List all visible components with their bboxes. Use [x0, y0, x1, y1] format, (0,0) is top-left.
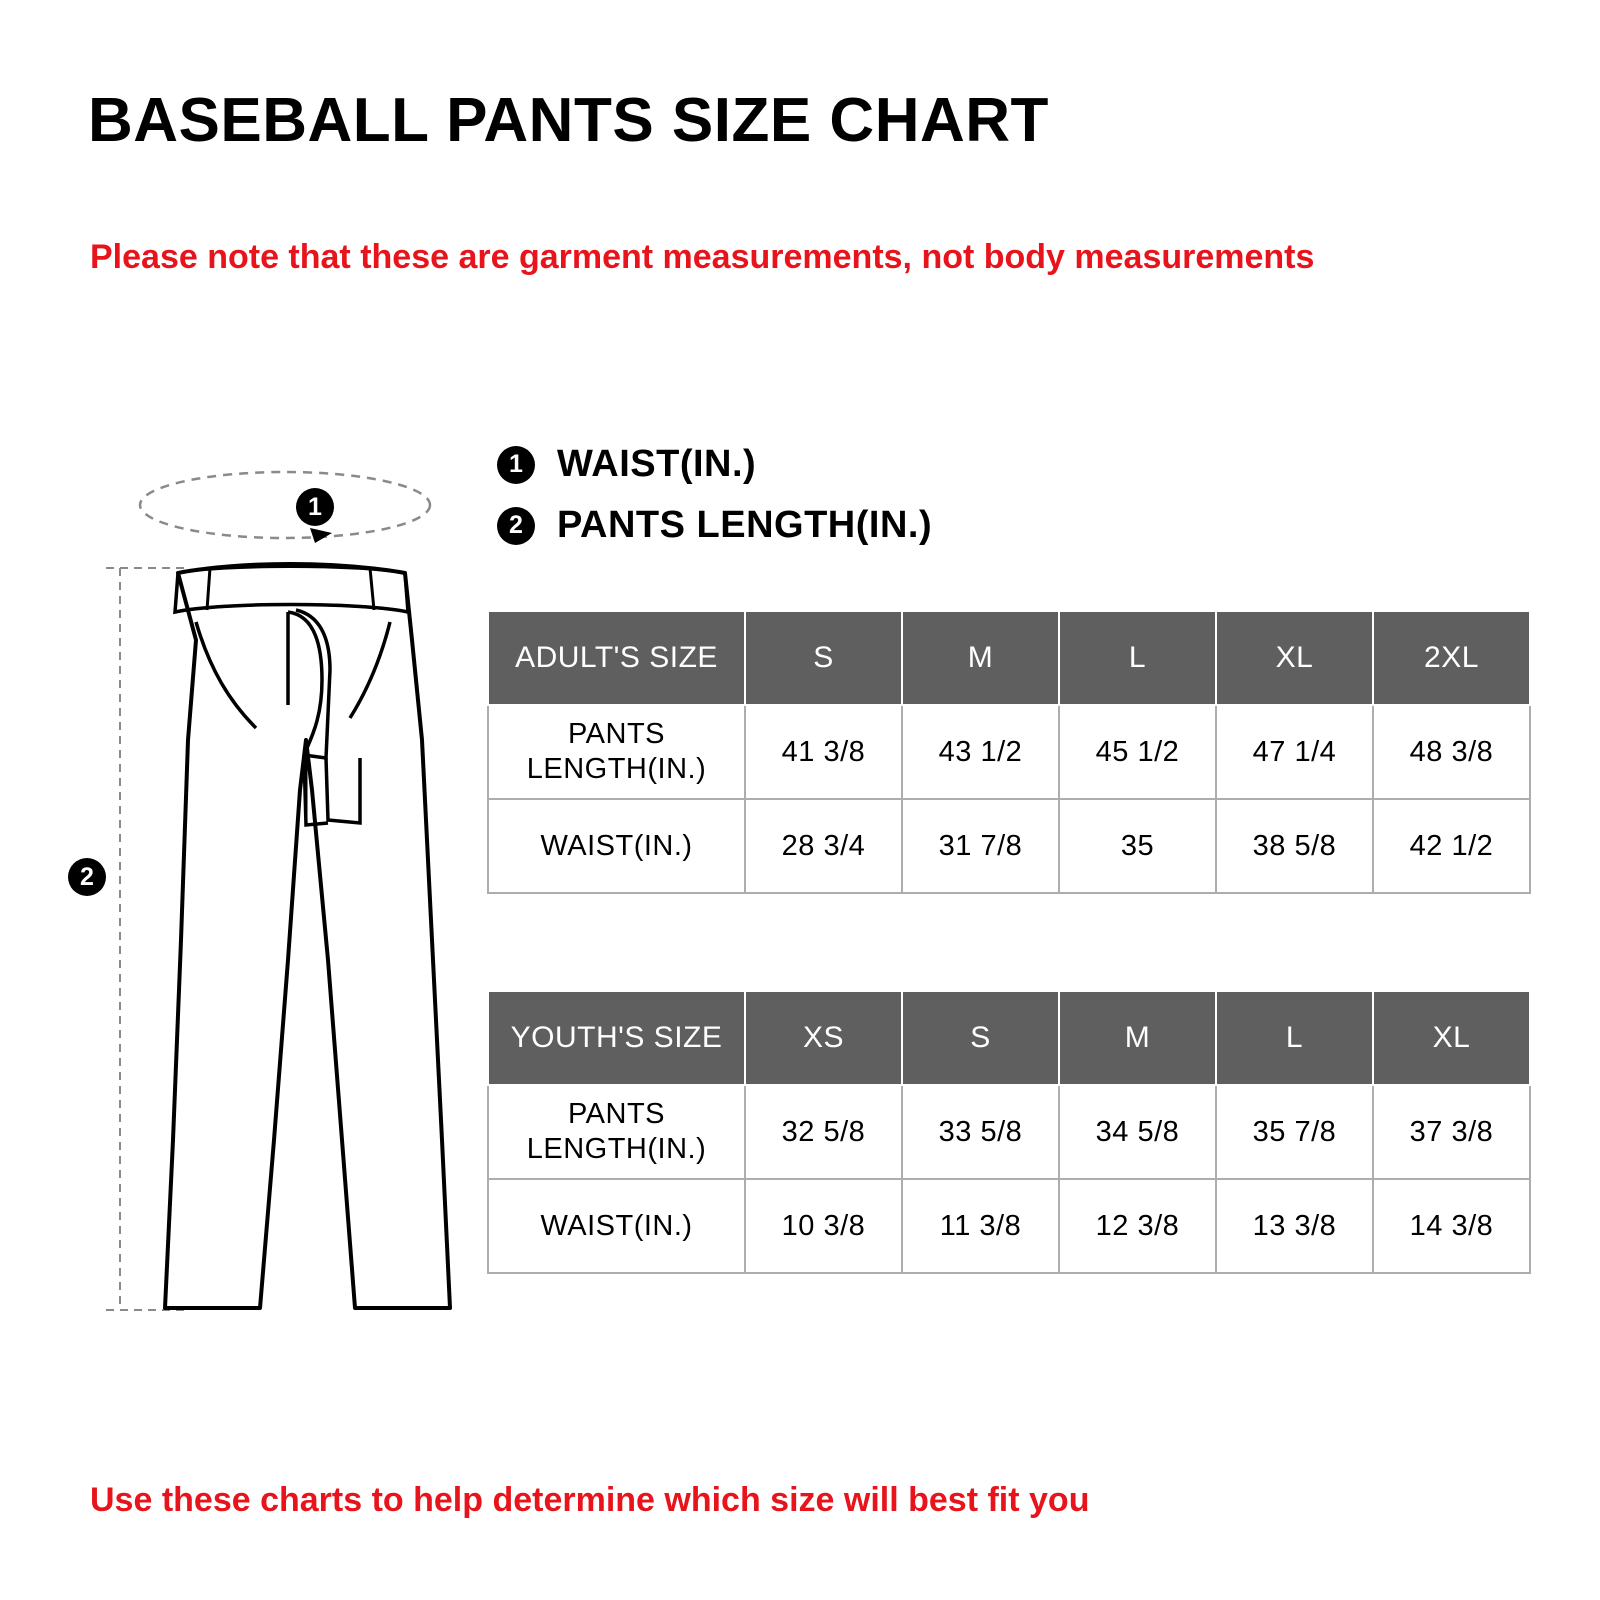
youth-pants-length-xs: 32 5/8 — [745, 1085, 902, 1179]
table-row — [488, 799, 1530, 893]
marker-1-icon: 1 — [497, 446, 535, 484]
table-row — [488, 1085, 1530, 1179]
adult-table-header-row — [488, 611, 1530, 705]
legend-item-pants-length — [497, 504, 932, 547]
adult-col-m: M — [902, 611, 1059, 705]
youth-waist-xs: 10 3/8 — [745, 1179, 902, 1273]
youth-col-xs: XS — [745, 991, 902, 1085]
youth-table-header-row — [488, 991, 1530, 1085]
youth-row-label-waist: WAIST(IN.) — [488, 1179, 745, 1273]
youth-size-header: YOUTH'S SIZE — [488, 991, 745, 1085]
youth-pants-length-s: 33 5/8 — [902, 1085, 1059, 1179]
youth-size-table — [487, 990, 1531, 1274]
youth-row-label-pants-length: PANTS LENGTH(IN.) — [488, 1085, 745, 1179]
adult-waist-2xl: 42 1/2 — [1373, 799, 1530, 893]
pants-diagram-svg — [60, 440, 480, 1340]
adult-waist-l: 35 — [1059, 799, 1216, 893]
adult-pants-length-m: 43 1/2 — [902, 705, 1059, 799]
adult-waist-s: 28 3/4 — [745, 799, 902, 893]
marker-2-icon: 2 — [497, 507, 535, 545]
youth-waist-s: 11 3/8 — [902, 1179, 1059, 1273]
table-row — [488, 1179, 1530, 1273]
legend-item-waist — [497, 443, 932, 486]
adult-col-s: S — [745, 611, 902, 705]
youth-waist-xl: 14 3/8 — [1373, 1179, 1530, 1273]
pants-illustration — [60, 440, 480, 1340]
legend-label-pants-length: PANTS LENGTH(IN.) — [557, 504, 933, 546]
youth-col-xl: XL — [1373, 991, 1530, 1085]
legend — [497, 443, 932, 565]
youth-col-m: M — [1059, 991, 1216, 1085]
adult-col-2xl: 2XL — [1373, 611, 1530, 705]
illustration-marker-2-icon: 2 — [68, 858, 106, 896]
youth-pants-length-m: 34 5/8 — [1059, 1085, 1216, 1179]
adult-row-label-waist: WAIST(IN.) — [488, 799, 745, 893]
adult-pants-length-l: 45 1/2 — [1059, 705, 1216, 799]
youth-col-s: S — [902, 991, 1059, 1085]
adult-size-table — [487, 610, 1531, 894]
youth-waist-l: 13 3/8 — [1216, 1179, 1373, 1273]
adult-pants-length-2xl: 48 3/8 — [1373, 705, 1530, 799]
adult-waist-m: 31 7/8 — [902, 799, 1059, 893]
adult-size-header: ADULT'S SIZE — [488, 611, 745, 705]
footer-note: Use these charts to help determine which size will best fit you — [90, 1481, 1090, 1519]
youth-col-l: L — [1216, 991, 1373, 1085]
youth-pants-length-l: 35 7/8 — [1216, 1085, 1373, 1179]
page-title: BASEBALL PANTS SIZE CHART — [88, 86, 1049, 155]
adult-pants-length-s: 41 3/8 — [745, 705, 902, 799]
table-row — [488, 705, 1530, 799]
adult-pants-length-xl: 47 1/4 — [1216, 705, 1373, 799]
adult-row-label-pants-length: PANTS LENGTH(IN.) — [488, 705, 745, 799]
adult-col-l: L — [1059, 611, 1216, 705]
youth-pants-length-xl: 37 3/8 — [1373, 1085, 1530, 1179]
youth-waist-m: 12 3/8 — [1059, 1179, 1216, 1273]
illustration-marker-1-icon: 1 — [296, 488, 334, 526]
garment-measurement-note: Please note that these are garment measurements, not body measurements — [90, 238, 1315, 276]
legend-label-waist: WAIST(IN.) — [557, 443, 757, 485]
adult-waist-xl: 38 5/8 — [1216, 799, 1373, 893]
adult-col-xl: XL — [1216, 611, 1373, 705]
